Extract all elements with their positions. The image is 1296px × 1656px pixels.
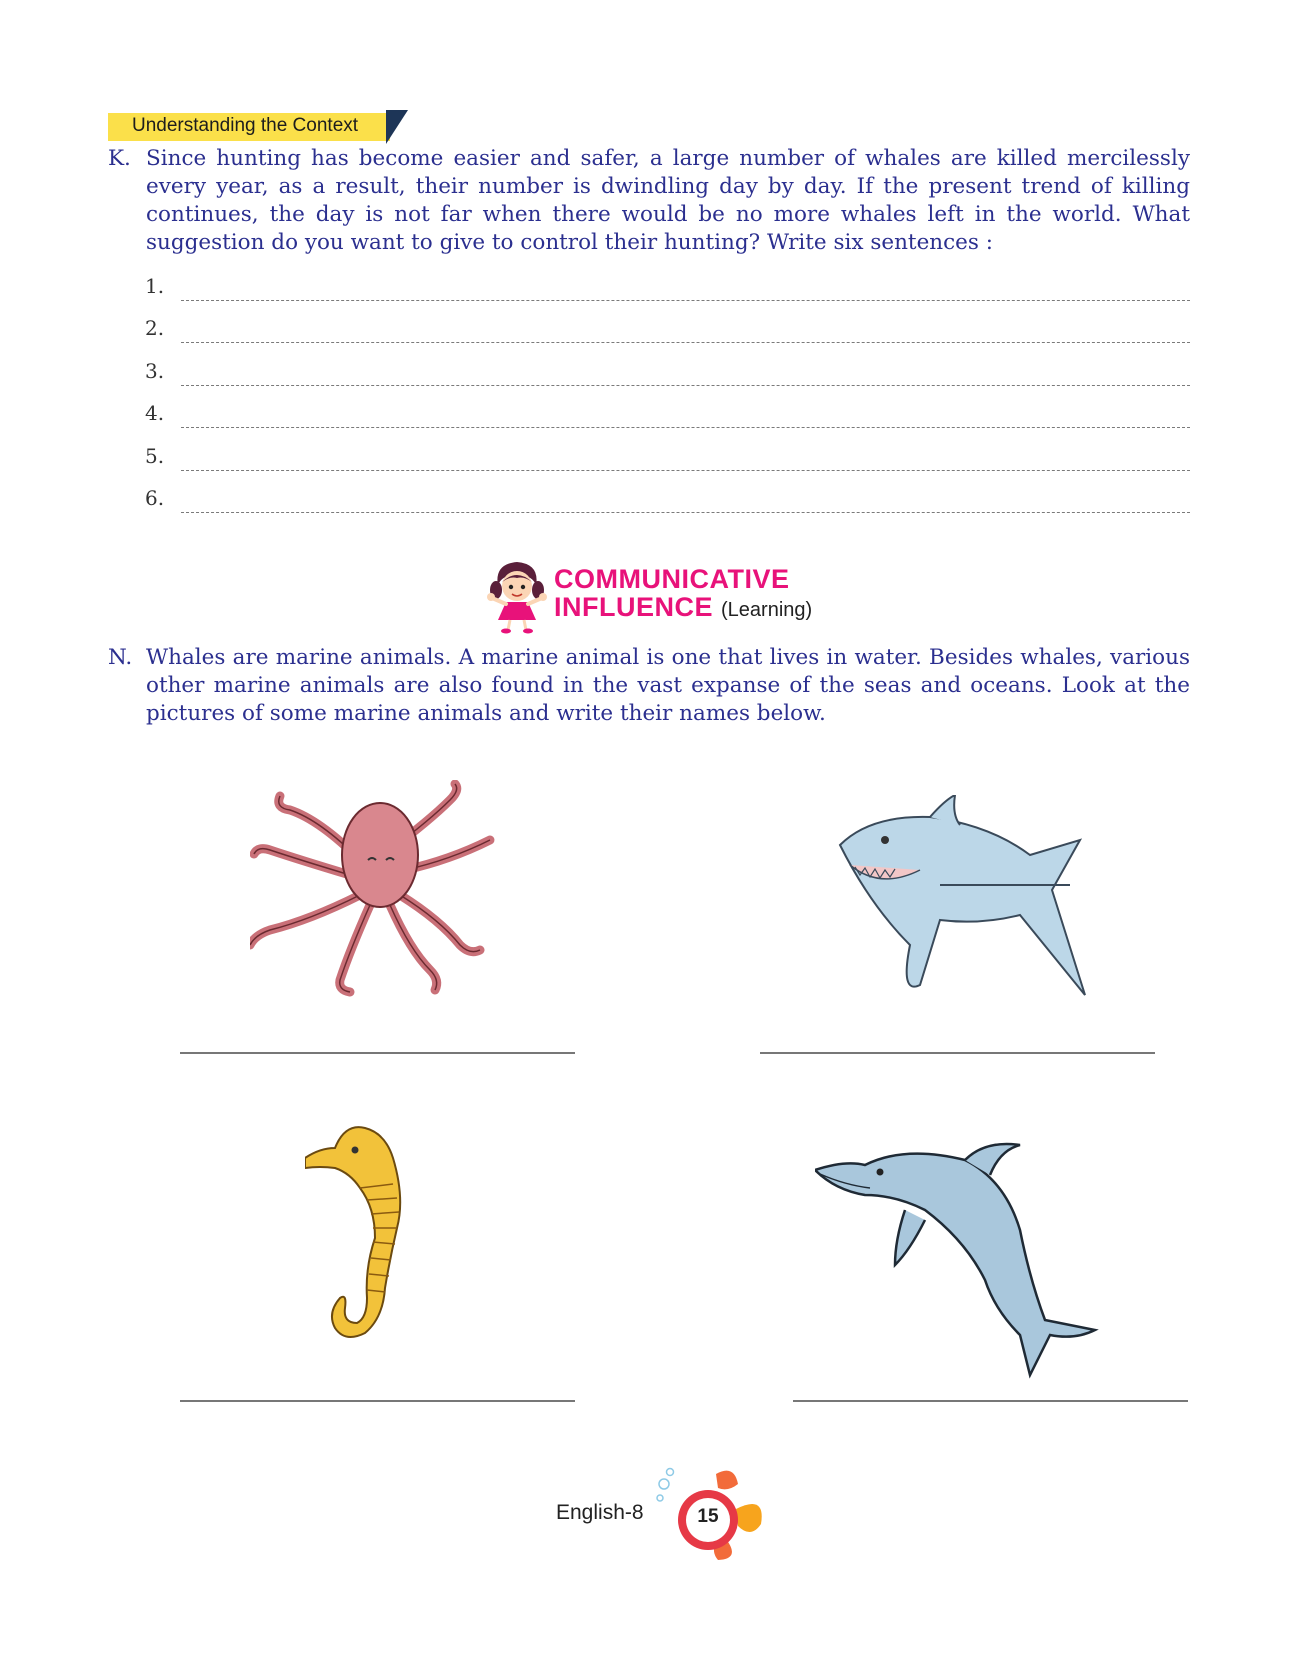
section-tag-label: Understanding the Context [132, 115, 359, 136]
question-k [108, 145, 1190, 257]
communicative-title-line2 [554, 592, 812, 623]
answer-line[interactable] [145, 359, 1190, 401]
name-answer-line[interactable] [180, 1052, 575, 1054]
answer-line[interactable] [145, 316, 1190, 358]
answer-number: 5. [145, 443, 165, 468]
answer-rule[interactable] [181, 470, 1190, 471]
answer-number: 3. [145, 358, 165, 383]
communicative-heading [484, 556, 824, 634]
seahorse-illustration [305, 1118, 425, 1343]
communicative-title-line2-text: INFLUENCE [554, 592, 713, 622]
dolphin-illustration [815, 1140, 1115, 1380]
answer-rule[interactable] [181, 300, 1190, 301]
answer-rule[interactable] [181, 427, 1190, 428]
question-k-letter: K. [108, 146, 131, 171]
answer-rule[interactable] [181, 342, 1190, 343]
name-answer-line[interactable] [180, 1400, 575, 1402]
name-answer-line[interactable] [760, 1052, 1155, 1054]
communicative-subtitle: (Learning) [721, 599, 813, 621]
question-n [108, 644, 1190, 728]
question-n-letter: N. [108, 645, 133, 670]
answer-line[interactable] [145, 401, 1190, 443]
section-tag-corner [386, 110, 408, 144]
page-number: 15 [697, 1506, 719, 1527]
shark-illustration [830, 795, 1090, 1005]
answer-rule[interactable] [181, 385, 1190, 386]
name-answer-line[interactable] [793, 1400, 1188, 1402]
answer-number: 2. [145, 316, 165, 341]
octopus-illustration [250, 780, 510, 1000]
communicative-title-line1: COMMUNICATIVE [554, 564, 790, 594]
answer-number: 1. [145, 274, 165, 298]
question-k-text: Since hunting has become easier and safer, a large number of whales are killed mercilessly every year, as a result, their number is dwindling day by day. If the present trend of killing continues, the day is not far when there would be no more whales left in the world. What suggestion do you want to give to control their hunting? Write six sentences : [146, 146, 1190, 255]
answer-line[interactable] [145, 444, 1190, 486]
question-n-text: Whales are marine animals. A marine animal is one that lives in water. Besides whales, various other marine animals are also found in the vast expanse of the seas and oceans. Look at the pictures of some marine animals and write their names below. [146, 645, 1190, 726]
page-footer [556, 1464, 776, 1564]
answer-line[interactable] [145, 274, 1190, 316]
answer-number: 4. [145, 401, 165, 426]
girl-mascot-icon [484, 556, 550, 634]
answer-rule[interactable] [181, 512, 1190, 513]
book-title: English-8 [556, 1501, 644, 1524]
answer-lines [145, 274, 1190, 528]
answer-number: 6. [145, 485, 165, 510]
section-tag [108, 110, 404, 142]
answer-line[interactable] [145, 486, 1190, 528]
